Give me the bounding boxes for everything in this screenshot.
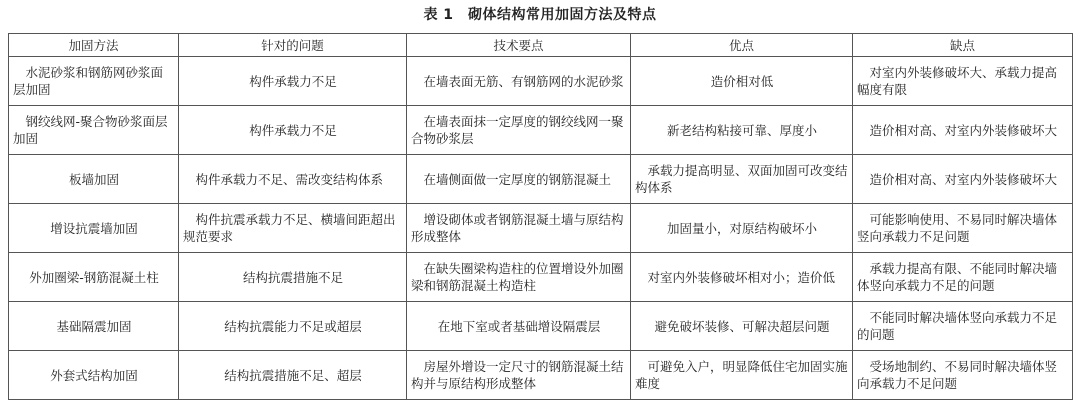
cell-advantages: 加固量小，对原结构破坏小 [631, 204, 853, 253]
cell-disadvantages: 承载力提高有限、不能同时解决墙体竖向承载力不足的问题 [853, 253, 1073, 302]
cell-disadvantages: 对室内外装修破坏大、承载力提高幅度有限 [853, 57, 1073, 106]
cell-problem: 结构抗震措施不足、超层 [179, 351, 407, 400]
table-row [9, 155, 1073, 204]
header-disadvantages: 缺点 [853, 34, 1073, 57]
cell-disadvantages: 可能影响使用、不易同时解决墙体竖向承载力不足问题 [853, 204, 1073, 253]
cell-advantages: 造价相对低 [631, 57, 853, 106]
table-row [9, 57, 1073, 106]
header-problem: 针对的问题 [179, 34, 407, 57]
cell-problem: 结构抗震能力不足或超层 [179, 302, 407, 351]
cell-technique: 在墙表面无筋、有钢筋网的水泥砂浆 [407, 57, 631, 106]
cell-problem: 构件承载力不足 [179, 106, 407, 155]
table-row [9, 302, 1073, 351]
cell-method: 外套式结构加固 [9, 351, 179, 400]
header-advantages: 优点 [631, 34, 853, 57]
cell-problem: 构件承载力不足、需改变结构体系 [179, 155, 407, 204]
cell-method: 外加圈梁-钢筋混凝土柱 [9, 253, 179, 302]
table-row [9, 106, 1073, 155]
cell-technique: 在墙表面抹一定厚度的钢绞线网一聚合物砂浆层 [407, 106, 631, 155]
table-row [9, 351, 1073, 400]
cell-method: 水泥砂浆和钢筋网砂浆面层加固 [9, 57, 179, 106]
cell-method: 增设抗震墙加固 [9, 204, 179, 253]
header-row [9, 34, 1073, 57]
cell-disadvantages: 不能同时解决墙体竖向承载力不足的问题 [853, 302, 1073, 351]
cell-disadvantages: 受场地制约、不易同时解决墙体竖向承载力不足问题 [853, 351, 1073, 400]
header-method: 加固方法 [9, 34, 179, 57]
cell-technique: 在缺失圈梁构造柱的位置增设外加圈梁和钢筋混凝土构造柱 [407, 253, 631, 302]
reinforcement-methods-table [8, 33, 1073, 400]
cell-advantages: 承载力提高明显、双面加固可改变结构体系 [631, 155, 853, 204]
cell-problem: 构件抗震承载力不足、横墙间距超出规范要求 [179, 204, 407, 253]
table-row [9, 253, 1073, 302]
cell-technique: 在地下室或者基础增设隔震层 [407, 302, 631, 351]
cell-method: 基础隔震加固 [9, 302, 179, 351]
cell-advantages: 可避免入户，明显降低住宅加固实施难度 [631, 351, 853, 400]
cell-method: 板墙加固 [9, 155, 179, 204]
header-technique: 技术要点 [407, 34, 631, 57]
table-row [9, 204, 1073, 253]
cell-disadvantages: 造价相对高、对室内外装修破坏大 [853, 106, 1073, 155]
cell-technique: 房屋外增设一定尺寸的钢筋混凝土结构并与原结构形成整体 [407, 351, 631, 400]
cell-advantages: 新老结构粘接可靠、厚度小 [631, 106, 853, 155]
cell-disadvantages: 造价相对高、对室内外装修破坏大 [853, 155, 1073, 204]
cell-technique: 在墙侧面做一定厚度的钢筋混凝土 [407, 155, 631, 204]
cell-advantages: 对室内外装修破坏相对小；造价低 [631, 253, 853, 302]
cell-method: 钢绞线网-聚合物砂浆面层加固 [9, 106, 179, 155]
cell-problem: 构件承载力不足 [179, 57, 407, 106]
table-caption: 表 1 砌体结构常用加固方法及特点 [423, 7, 657, 23]
cell-technique: 增设砌体或者钢筋混凝土墙与原结构形成整体 [407, 204, 631, 253]
cell-problem: 结构抗震措施不足 [179, 253, 407, 302]
cell-advantages: 避免破坏装修、可解决超层问题 [631, 302, 853, 351]
